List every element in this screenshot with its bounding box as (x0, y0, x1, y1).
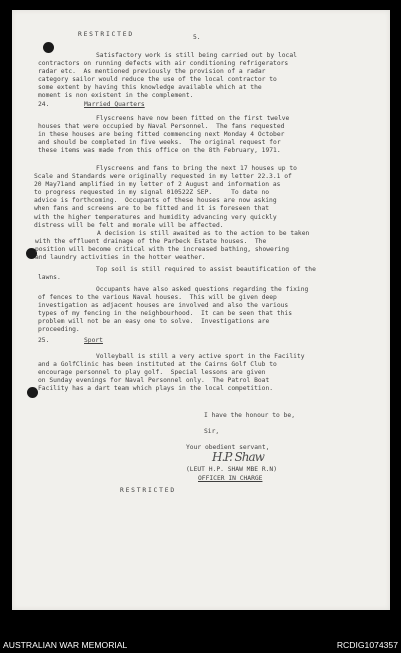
paragraph: Top soil is still required to assist beautification of the lawns. (38, 266, 316, 282)
paragraph: Flyscreens and fans to bring the next 17 houses up to Scale and Standards were originally requested in my letter 22.3.1 of 20 May71and amplified in my letter of 2 August and information as to progress requested in my signal 010522Z SEP. To date no advice is forthcoming. Occupants of these houses are now asking when fans and screens are to be fitted and it is foreseen that with the higher temperatures and humidity advancing very quickly distress will be felt and morale will be affected. (34, 165, 297, 229)
section-24-number: 24. (38, 101, 50, 108)
classification-top: RESTRICTED (78, 31, 134, 38)
signatory-name: (LEUT H.P. SHAW MBE R.N) (186, 466, 277, 473)
paragraph: Flyscreens have now been fitted on the first twelve houses that were occupied by Naval Personnel. The fans requested in these houses are being fitted commencing next Monday 4 October and should be completed in five weeks. The original request for these items was made from this office on the 8th February, 1971. (38, 115, 290, 155)
archive-reference: RCDIG1074357 (336, 640, 398, 650)
intro-paragraph: Satisfactory work is still being carried out by local contractors on running defects with air conditioning refrigerators radar etc. As mentioned previously the provision of a radar category sailor would reduce the use of the local contractor to some extent by having this knowledge available which at the moment is non existent in the complement. (38, 52, 297, 100)
closing-line: Your obedient servant, (186, 444, 270, 451)
paragraph: A decision is still awaited as to the action to be taken with the effluent drainage of the Parbeck Estate houses. The position will become critical with the increased bathing, showering and laundry activities in the hotter weather. (35, 230, 310, 262)
punch-hole (27, 387, 38, 398)
handwritten-signature: H.P. Shaw (212, 450, 264, 464)
page-number: 5. (193, 34, 201, 41)
signatory-title: OFFICER IN CHARGE (198, 475, 263, 482)
paragraph: Volleyball is still a very active sport in the Facility and a GolfClinic has been instituted at the Cairns Golf Club to encourage personnel to play golf. Special lessons are given on Sunday evenings for Naval Personnel only. The Patrol Boat Facility has a dart team which plays in the local competition. (38, 353, 305, 393)
archive-name: AUSTRALIAN WAR MEMORIAL (3, 640, 128, 650)
classification-bottom: RESTRICTED (120, 487, 176, 494)
closing-line: I have the honour to be, (204, 412, 295, 419)
section-25-number: 25. (38, 337, 50, 344)
paragraph: Occupants have also asked questions regarding the fixing of fences to the various Naval houses. This will be given deep investigation as adjacent houses are involved and also the various types of my fencing in the neighbourhood. It can be seen that this problem will not be an easy one to solve. Investigations are proceeding. (38, 286, 309, 334)
archive-footer (0, 637, 401, 653)
salutation: Sir, (204, 428, 220, 435)
section-24-heading: Married Quarters (84, 101, 145, 108)
document-page (12, 10, 390, 610)
section-25-heading: Sport (84, 337, 103, 344)
